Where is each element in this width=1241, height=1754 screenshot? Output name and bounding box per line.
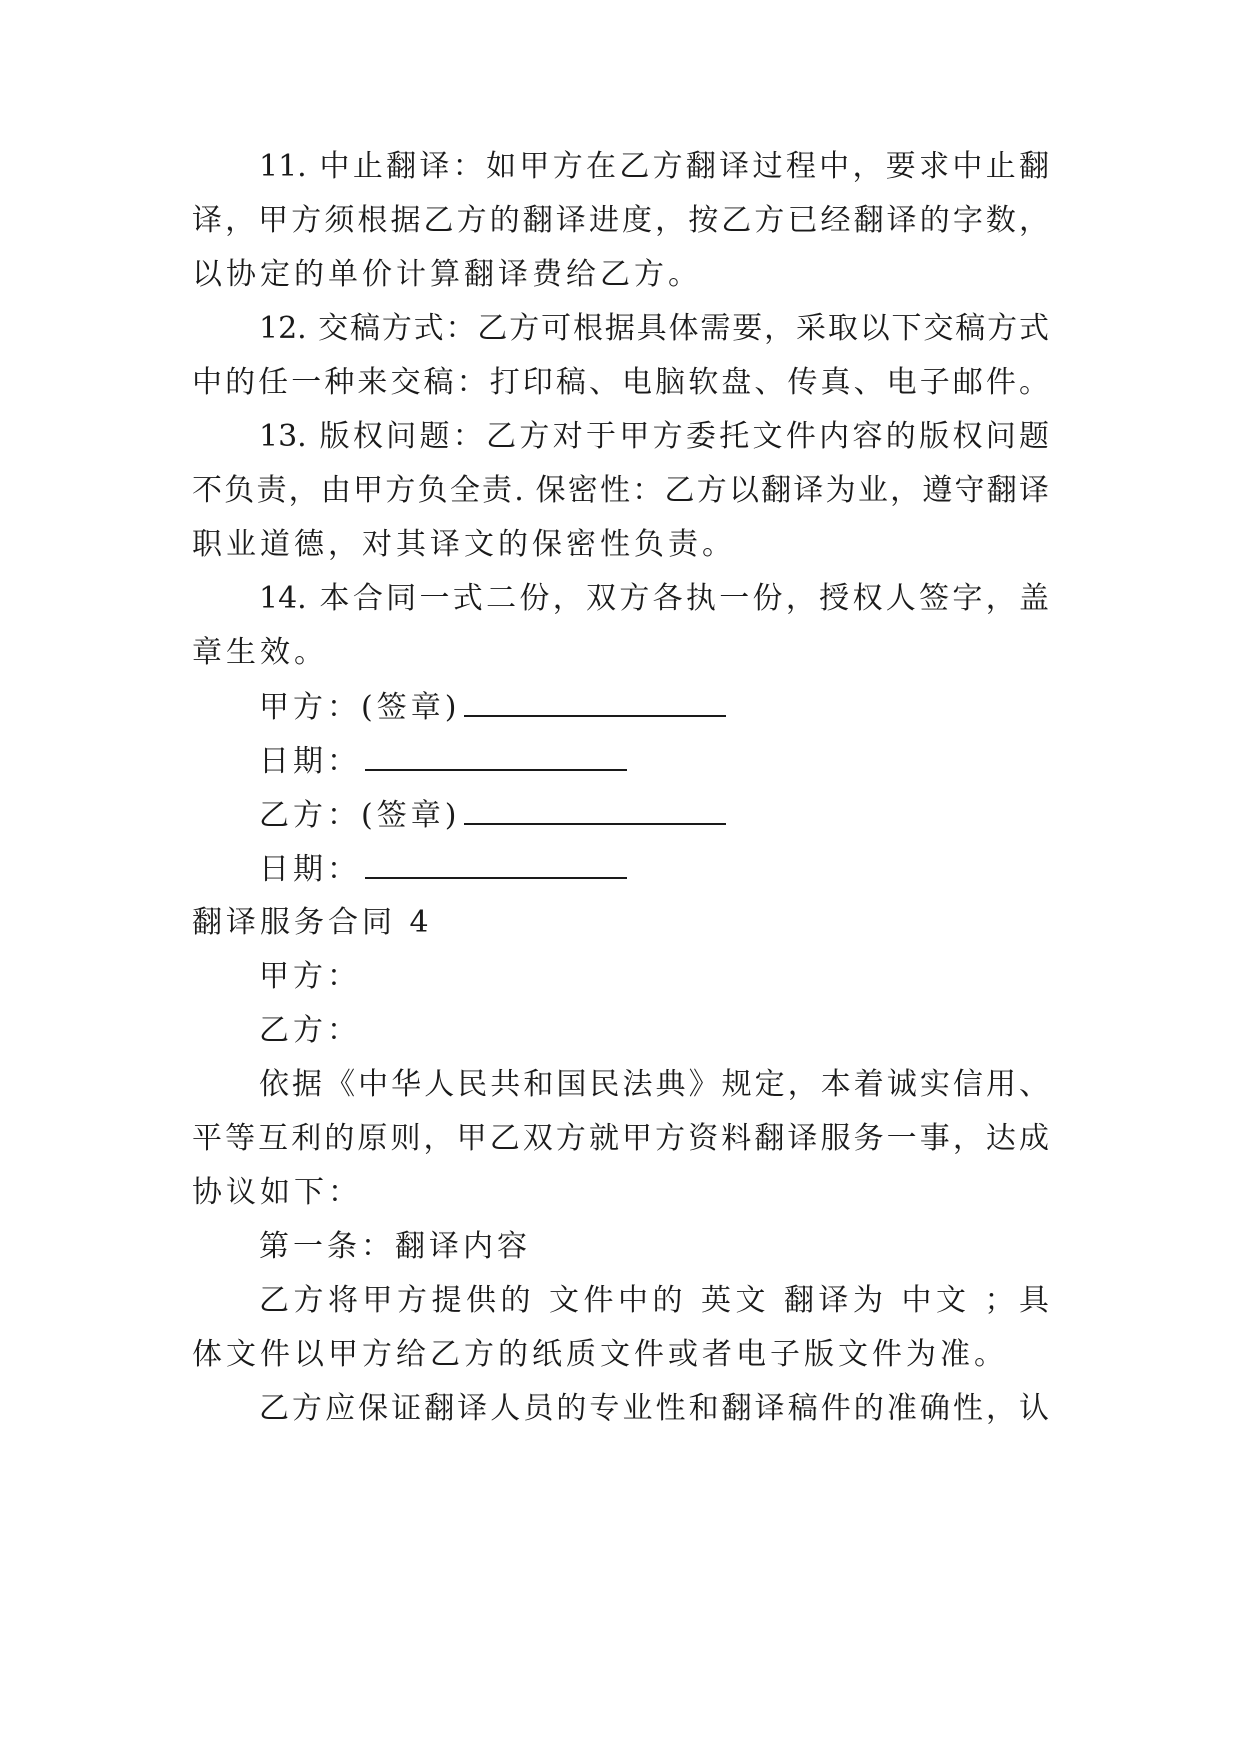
party-a-signature	[259, 687, 726, 727]
clause-13-line-2: 不负责，由甲方负全责. 保密性：乙方以翻译为业，遵守翻译	[192, 473, 1049, 508]
party-a-signature-label: 甲方：(签章)	[259, 690, 461, 725]
preamble-line-2: 平等互利的原则，甲乙双方就甲方资料翻译服务一事，达成	[192, 1121, 1049, 1156]
signature-blank	[464, 687, 726, 717]
clause-11-line-1: 11. 中止翻译：如甲方在乙方翻译过程中，要求中止翻	[259, 149, 1049, 184]
clause-13-line-1: 13. 版权问题：乙方对于甲方委托文件内容的版权问题	[259, 419, 1049, 454]
party-a-line: 甲方：	[259, 959, 361, 994]
clause-12-line-2: 中的任一种来交稿：打印稿、电脑软盘、传真、电子邮件。	[192, 365, 1049, 400]
clause-14-line-2: 章生效。	[192, 635, 328, 670]
contract-title: 翻译服务合同 4	[192, 905, 433, 940]
date-blank	[365, 849, 627, 879]
party-b-line: 乙方：	[259, 1013, 361, 1048]
clause-11-line-3: 以协定的单价计算翻译费给乙方。	[192, 257, 702, 292]
article-1-line-1: 乙方将甲方提供的 文件中的 英文 翻译为 中文 ；具	[259, 1283, 1049, 1318]
date-label: 日期：	[259, 744, 361, 779]
signature-blank	[464, 795, 726, 825]
article-1-line-2: 体文件以甲方给乙方的纸质文件或者电子版文件为准。	[192, 1337, 1008, 1372]
article-1-line-3: 乙方应保证翻译人员的专业性和翻译稿件的准确性，认	[259, 1391, 1049, 1426]
preamble-line-1: 依据《中华人民共和国民法典》规定，本着诚实信用、	[259, 1067, 1049, 1102]
clause-12-line-1: 12. 交稿方式：乙方可根据具体需要，采取以下交稿方式	[259, 311, 1049, 346]
party-b-signature-label: 乙方：(签章)	[259, 798, 461, 833]
clause-11-line-2: 译，甲方须根据乙方的翻译进度，按乙方已经翻译的字数，	[192, 203, 1049, 238]
clause-14-line-1: 14. 本合同一式二份，双方各执一份，授权人签字，盖	[259, 581, 1049, 616]
date-1	[259, 741, 627, 781]
clause-13-line-3: 职业道德，对其译文的保密性负责。	[192, 527, 736, 562]
date-blank	[365, 741, 627, 771]
date-2	[259, 849, 627, 889]
party-b-signature	[259, 795, 726, 835]
preamble-line-3: 协议如下：	[192, 1175, 362, 1210]
article-1-heading: 第一条：翻译内容	[259, 1229, 531, 1264]
date-label: 日期：	[259, 852, 361, 887]
